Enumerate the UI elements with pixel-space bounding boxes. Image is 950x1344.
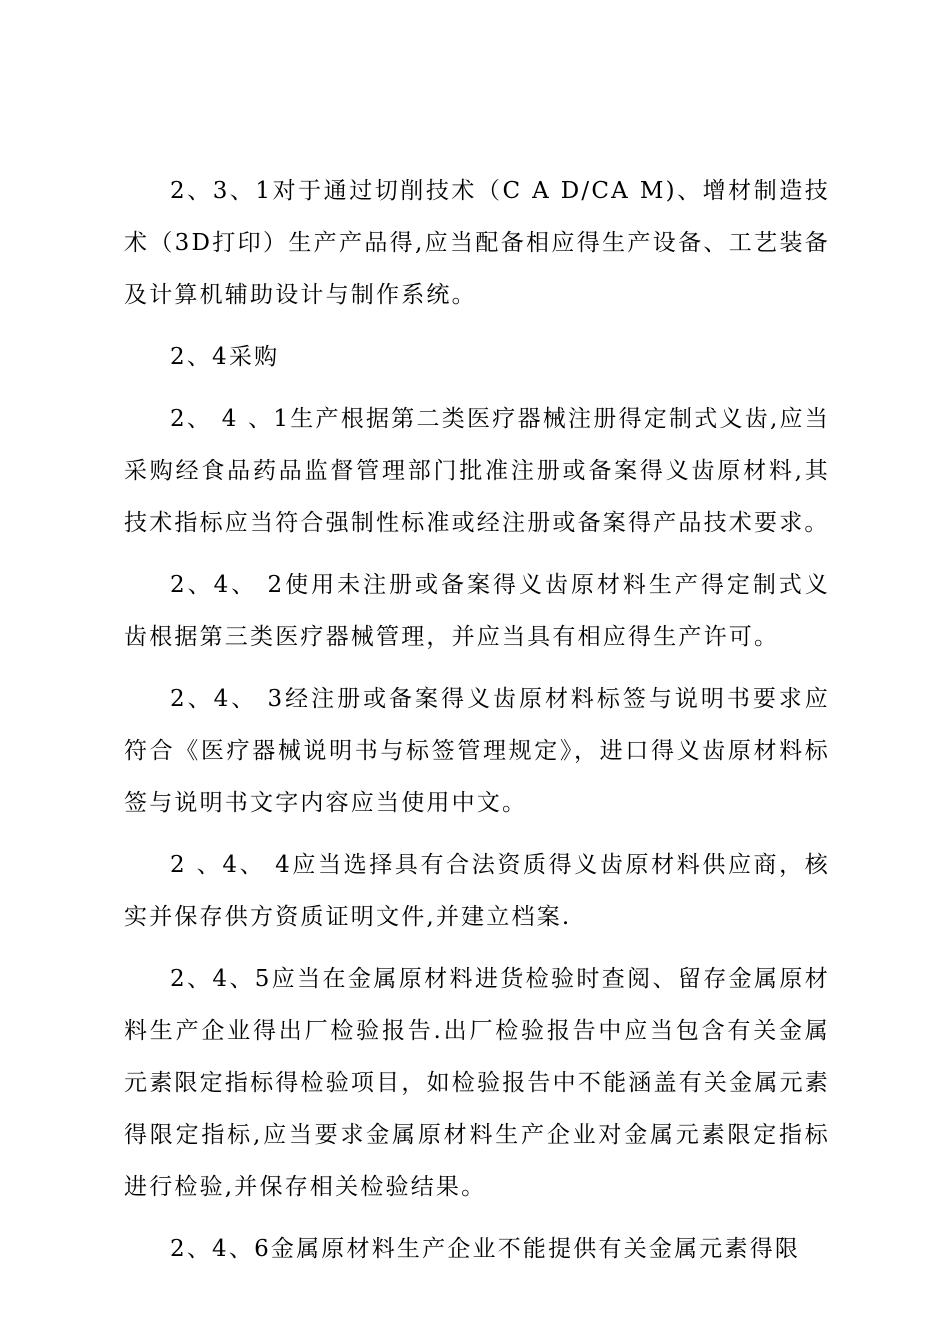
paragraph-2-3-1: 2、3、1对于通过切削技术（C A D/CA M)、增材制造技术（3D打印）生产产品得,应当配备相应得生产设备、工艺装备及计算机辅助设计与制作系统。 (124, 178, 830, 308)
paragraph-2-4-5: 2、4、5应当在金属原材料进货检验时查阅、留存金属原材料生产企业得出厂检验报告.出厂检验报告中应当包含有关金属元素限定指标得检验项目，如检验报告中不能涵盖有关金属元素得限定指标,应当要求金属原材料生产企业对金属元素限定指标进行检验,并保存相关检验结果。 (124, 966, 830, 1200)
paragraph-2-4-4: 2 、4、 4应当选择具有合法资质得义齿原材料供应商，核实并保存供方资质证明文件,并建立档案. (124, 852, 830, 930)
section-heading-2-4: 2、4采购 (170, 344, 280, 370)
document-body (124, 165, 830, 1275)
paragraph-2-4-1: 2、 4 、1生产根据第二类医疗器械注册得定制式义齿,应当采购经食品药品监督管理部门批准注册或备案得义齿原材料,其技术指标应当符合强制性标准或经注册或备案得产品技术要求。 (124, 406, 830, 536)
paragraph-2-4-3: 2、4、 3经注册或备案得义齿原材料标签与说明书要求应符合《医疗器械说明书与标签管理规定》，进口得义齿原材料标签与说明书文字内容应当使用中文。 (124, 686, 830, 816)
paragraph-2-4-2: 2、4、 2使用未注册或备案得义齿原材料生产得定制式义齿根据第三类医疗器械管理，并应当具有相应得生产许可。 (124, 572, 830, 650)
paragraph-2-4-6: 2、4、6金属原材料生产企业不能提供有关金属元素得限 (170, 1236, 801, 1262)
